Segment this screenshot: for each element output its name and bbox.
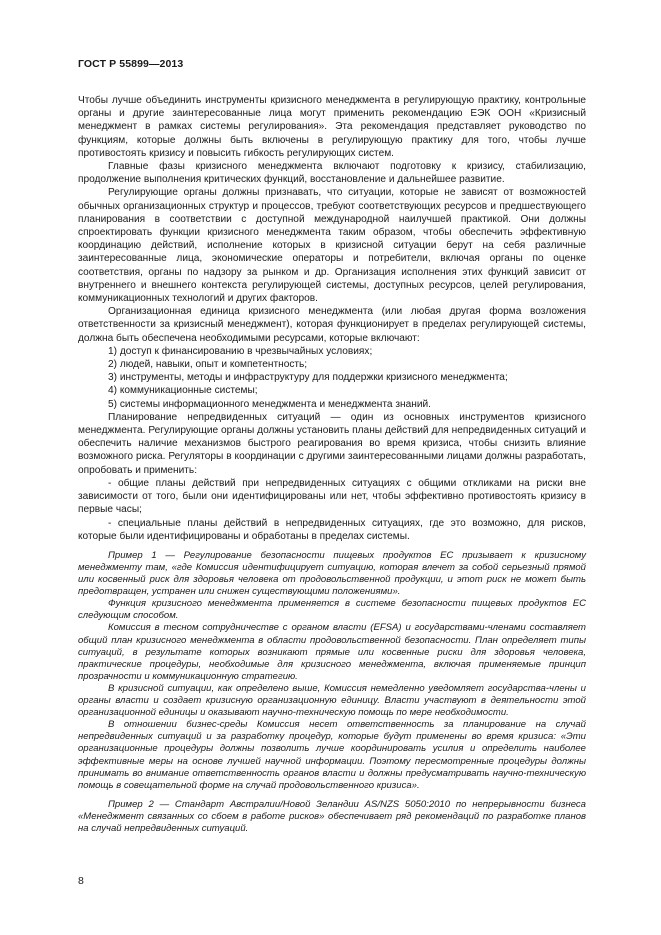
list-item: 5) системы информационного менеджмента и менеджмента знаний. bbox=[108, 398, 431, 410]
list-item: 3) инструменты, методы и инфраструктуру для поддержки кризисного менеджмента; bbox=[108, 372, 508, 384]
list-item: 2) людей, навыки, опыт и компетентность; bbox=[108, 359, 308, 371]
example-1-text: Функция кризисного менеджмента применяется в системе безопасности пищевых продуктов ЕС следующим способом. bbox=[78, 598, 586, 622]
list-item: - специальные планы действий в непредвиденных ситуациях, где это возможно, для рисков, которые были идентифицированы и обработаны в пределах системы. bbox=[78, 517, 586, 542]
example-1-text: Комиссия в тесном сотрудничестве с органом власти (EFSA) и государствами-членами составляет общий план кризисного менеджмента в области продовольственной безопасности. План определяет типы ситуаций, в результате которых возникают прямые или косвенные риски для здоровья человека, практические процедуры, необходимые для кризисного менеджмента, включая применяемые принцип прозрачности и коммуникационную стратегию. bbox=[78, 622, 586, 682]
example-1-text: Пример 1 — Регулирование безопасности пищевых продуктов ЕС призывает к кризисному менеджменту там, «где Комиссия идентифицирует ситуацию, которая влечет за собой серьезный прямой или косвенный риск для здоровья человека от продовольственной продукции, и этот риск не может быть предотвращен, устранен или снижен существующими положениями». bbox=[78, 549, 586, 598]
regulators-paragraph: Регулирующие органы должны признавать, что ситуации, которые не зависят от возможностей обычных организационных структур и процессов, требуют соответствующих ресурсов и предшествующего планирования в соответствии с доступной международной наилучшей практикой. Они должны спроектировать функции кризисного менеджмента таким образом, чтобы обеспечить эффективную координацию действий, исполнение которых в кризисной ситуации берут на себя различные заинтересованные лица, экономические операторы и потребители, включая органы по оценке соответствия, органы по надзору за рынком и др. Организация исполнения этих функций зависит от внутреннего и внешнего контекста регулирующей системы, доступных ресурсов, целей регулирования, коммуникационных технологий и других факторов. bbox=[78, 187, 586, 305]
document-header: ГОСТ Р 55899—2013 bbox=[78, 58, 184, 70]
page-number: 8 bbox=[78, 875, 84, 887]
example-1-text: В кризисной ситуации, как определено выше, Комиссия немедленно уведомляет государства-члены и органы власти и создает кризисную организационную единицу. Власти участвуют в деятельности этой организационной единицы и оказывают научно-техническую помощь по мере необходимости. bbox=[78, 682, 586, 719]
list-item: 4) коммуникационные системы; bbox=[108, 385, 258, 397]
phases-paragraph: Главные фазы кризисного менеджмента включают подготовку к кризису, стабилизацию, продолжение выполнения критических функций, восстановление и дальнейшее развитие. bbox=[78, 161, 586, 186]
unit-paragraph: Организационная единица кризисного менеджмента (или любая другая форма возложения ответственности за кризисный менеджмент), которая функционирует в пределах регулирующей системы, должна быть обеспечена необходимыми ресурсами, которые включают: bbox=[78, 306, 586, 344]
intro-paragraph: Чтобы лучше объединить инструменты кризисного менеджмента в регулирующую практику, контрольные органы и другие заинтересованные лица могут применить рекомендацию ЕЭК ООН «Кризисный менеджмент в рамках системы регулирования». Эта рекомендация представляет руководство по функциям, которые должны быть включены в регулирующую практику для того, чтобы лучше противостоять кризису и повысить гибкость регулирующих систем. bbox=[78, 95, 586, 159]
planning-paragraph: Планирование непредвиденных ситуаций — один из основных инструментов кризисного менеджмента. Регулирующие органы должны установить планы действий для непредвиденных ситуаций и обеспечить наличие механизмов быстрого реагирования во время кризиса, чтобы снизить влияние возможного риска. Регуляторы в координации с другими заинтересованными лицами должны разработать, опробовать и применить: bbox=[78, 411, 586, 476]
example-1-text: В отношении бизнес-среды Комиссия несет ответственность за планирование на случай непредвиденных ситуаций и за разработку процедур, которые будут применены во время кризиса: «Эти организационные процедуры должны позволить лучше координировать усилия и определить наиболее эффективные меры на основе лучшей научной информации. Поэтому пересмотренные процедуры должны принимать во внимание ответственность органов власти и должны предусматривать научно-техническую помощь в совещательной форме на случай продовольственного кризиса». bbox=[78, 719, 586, 791]
list-item: 1) доступ к финансированию в чрезвычайных условиях; bbox=[108, 345, 373, 357]
document-body bbox=[78, 94, 586, 835]
example-2-text: Пример 2 — Стандарт Австралии/Новой Зеландии AS/NZS 5050:2010 по непрерывности бизнеса «Менеджмент связанных со сбоем в работе рисков» обеспечивает ряд рекомендаций по разработке планов на случай непредвиденных ситуаций. bbox=[78, 798, 586, 834]
list-item: - общие планы действий при непредвиденных ситуациях с общими откликами на риски вне зависимости от того, были они идентифицированы или нет, чтобы эффективно противостоять кризису в первые часы; bbox=[78, 477, 586, 516]
